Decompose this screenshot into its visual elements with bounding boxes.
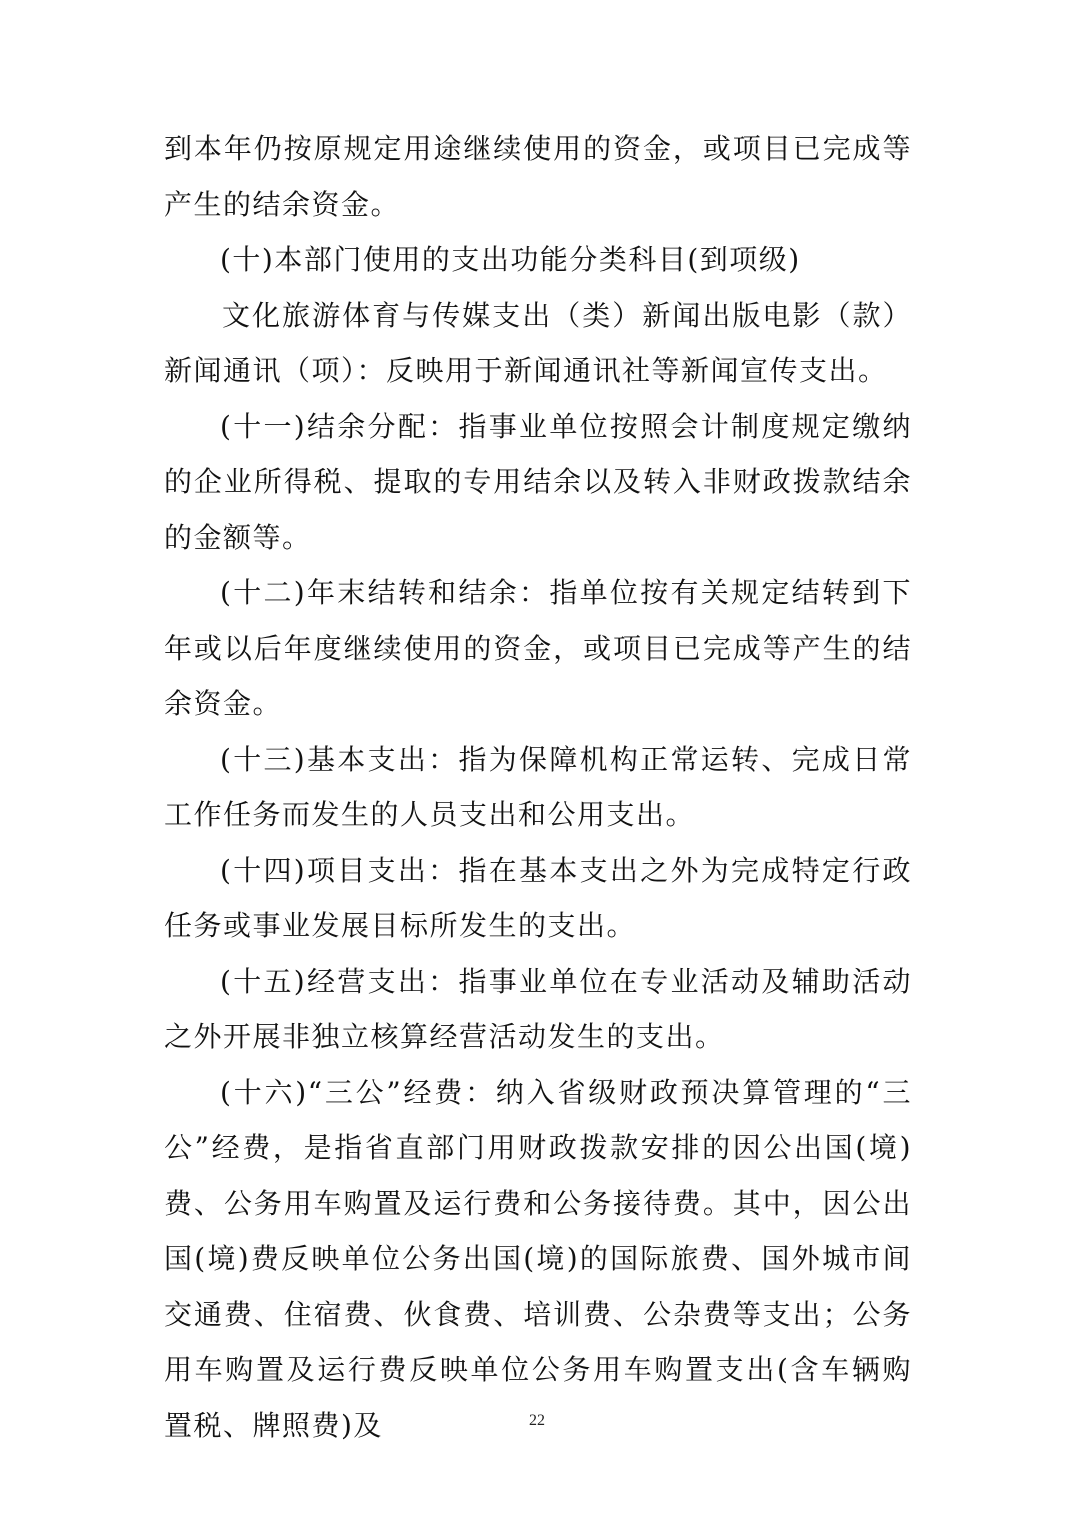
paragraph-section-14: (十四)项目支出：指在基本支出之外为完成特定行政任务或事业发展目标所发生的支出。 bbox=[164, 853, 912, 942]
paragraph-section-16: (十六)“三公”经费：纳入省级财政预决算管理的“三公”经费，是指省直部门用财政拨款安排的因公出国(境)费、公务用车购置及运行费和公务接待费。其中，因公出国(境)费反映单位公务出国(境)的国际旅费、国外城市间交通费、住宿费、伙食费、培训费、公杂费等支出；公务用车购置及运行费反映单位公务用车购置支出(含车辆购置税、牌照费)及 bbox=[164, 1075, 912, 1442]
paragraph-section-12: (十二)年末结转和结余：指单位按有关规定结转到下年或以后年度继续使用的资金，或项目已完成等产生的结余资金。 bbox=[164, 576, 912, 720]
paragraph-section-13: (十三)基本支出：指为保障机构正常运转、完成日常工作任务而发生的人员支出和公用支出。 bbox=[164, 742, 912, 831]
paragraph-continuation: 到本年仍按原规定用途继续使用的资金，或项目已完成等产生的结余资金。 bbox=[164, 132, 912, 221]
page-number: 22 bbox=[529, 1412, 545, 1429]
paragraph-section-11: (十一)结余分配：指事业单位按照会计制度规定缴纳的企业所得税、提取的专用结余以及转入非财政拨款结余的金额等。 bbox=[164, 409, 912, 554]
document-body bbox=[164, 121, 912, 1453]
paragraph-section-10-heading: (十)本部门使用的支出功能分类科目(到项级) bbox=[220, 243, 801, 276]
paragraph-section-15: (十五)经营支出：指事业单位在专业活动及辅助活动之外开展非独立核算经营活动发生的支出。 bbox=[164, 964, 912, 1053]
paragraph-function-classification: 文化旅游体育与传媒支出（类）新闻出版电影（款）新闻通讯（项）：反映用于新闻通讯社等新闻宣传支出。 bbox=[164, 298, 912, 387]
